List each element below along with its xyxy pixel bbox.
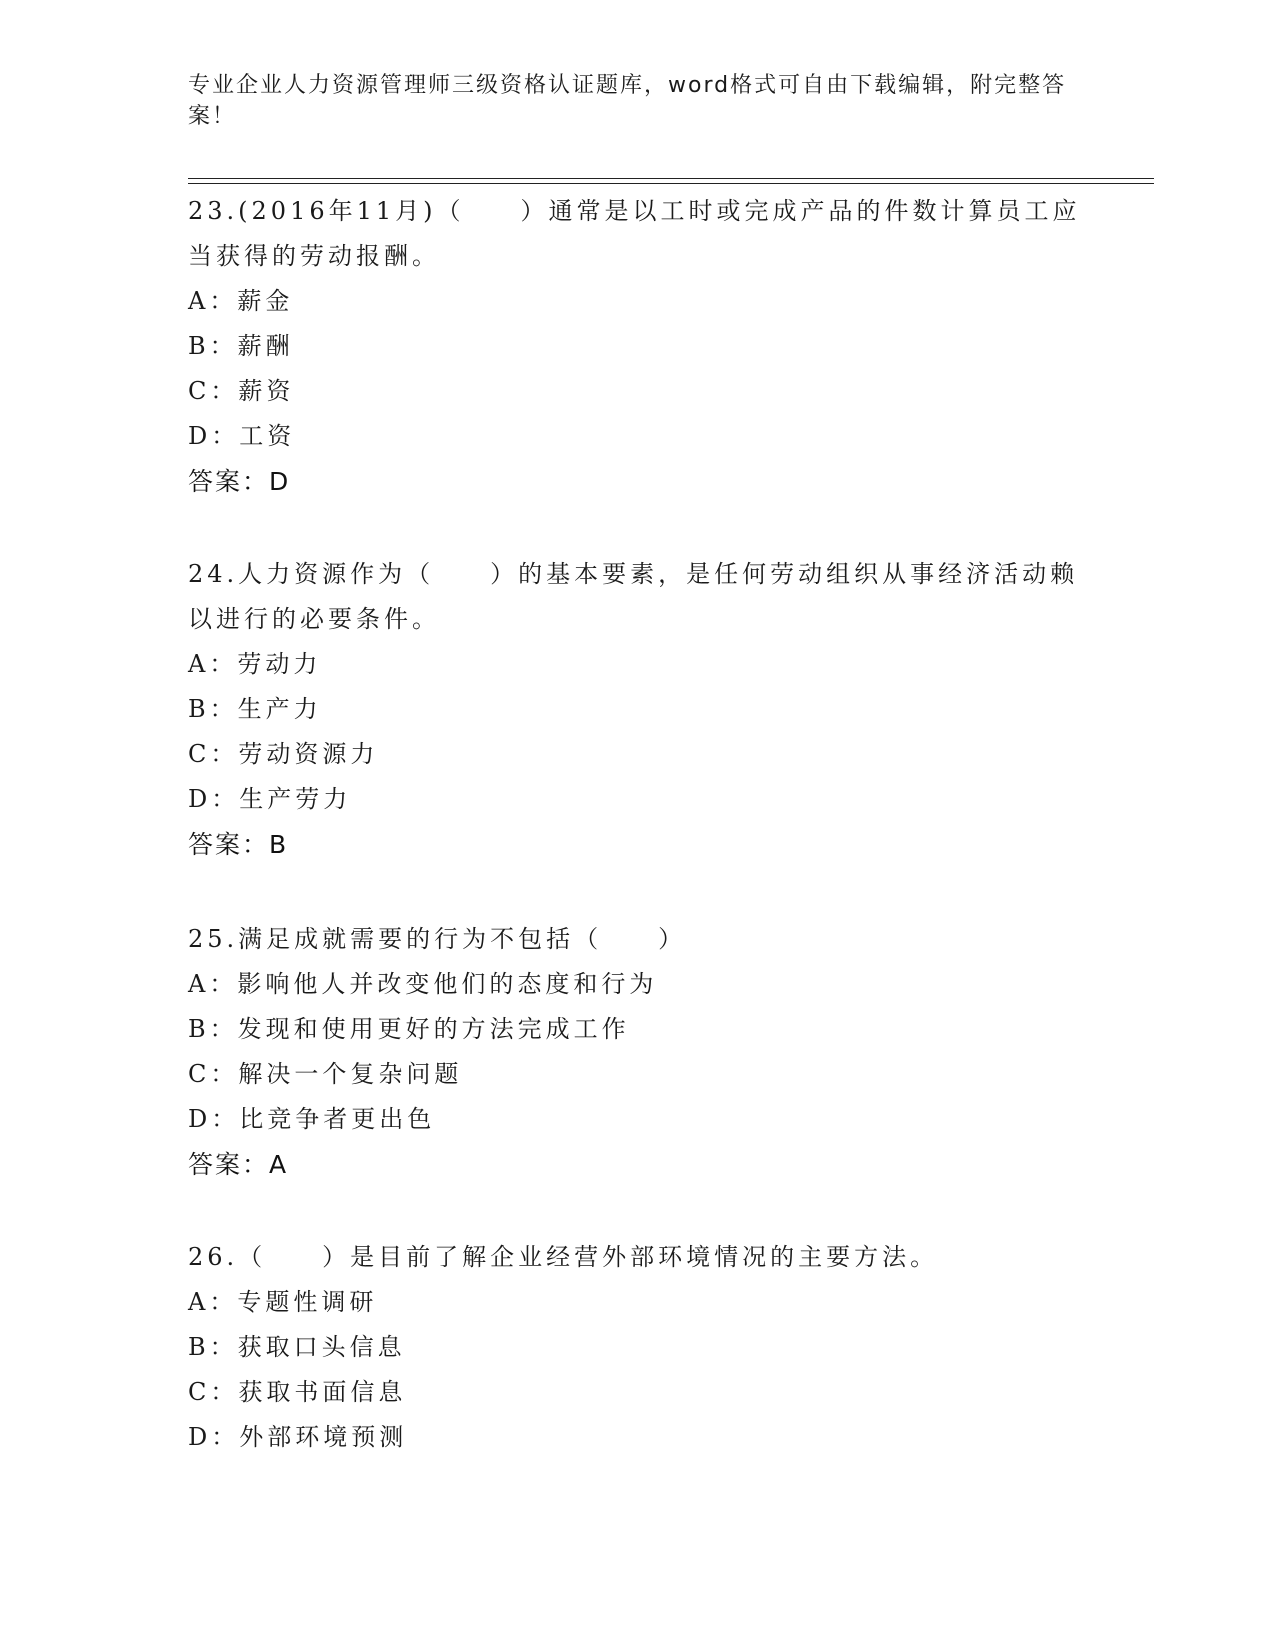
option-c: C：劳动资源力 xyxy=(188,740,379,768)
option-b: B：生产力 xyxy=(188,695,322,723)
question-stem: 26.（ ）是目前了解企业经营外部环境情况的主要方法。 xyxy=(188,1243,939,1271)
option-b: B：获取口头信息 xyxy=(188,1333,406,1361)
option-d: D：工资 xyxy=(188,422,296,450)
option-c: C：解决一个复杂问题 xyxy=(188,1060,463,1088)
answer-text: 答案：B xyxy=(188,830,289,859)
option-a: A：专题性调研 xyxy=(188,1288,378,1316)
option-c: C：薪资 xyxy=(188,377,295,405)
option-a: A：影响他人并改变他们的态度和行为 xyxy=(188,970,658,998)
document-header: 专业企业人力资源管理师三级资格认证题库，word格式可自由下载编辑，附完整答案！ xyxy=(188,73,1067,129)
question-24 xyxy=(188,552,1088,867)
option-b: B：发现和使用更好的方法完成工作 xyxy=(188,1015,630,1043)
option-a: A：劳动力 xyxy=(188,650,322,678)
question-26 xyxy=(188,1235,1088,1460)
option-b: B：薪酬 xyxy=(188,332,294,360)
option-d: D：生产劳力 xyxy=(188,785,352,813)
header-divider-bottom xyxy=(188,183,1154,184)
question-stem: 24.人力资源作为（ ）的基本要素，是任何劳动组织从事经济活动赖以进行的必要条件。 xyxy=(188,560,1079,633)
question-stem: 23.(2016年11月)（ ）通常是以工时或完成产品的件数计算员工应当获得的劳动报酬。 xyxy=(188,197,1081,270)
question-stem: 25.满足成就需要的行为不包括（ ） xyxy=(188,925,687,953)
option-d: D：比竞争者更出色 xyxy=(188,1105,436,1133)
question-25 xyxy=(188,917,1088,1187)
header-divider-top xyxy=(188,178,1154,179)
option-c: C：获取书面信息 xyxy=(188,1378,407,1406)
answer-text: 答案：D xyxy=(188,467,291,496)
question-23 xyxy=(188,189,1088,504)
answer-text: 答案：A xyxy=(188,1150,289,1179)
option-a: A：薪金 xyxy=(188,287,294,315)
option-d: D：外部环境预测 xyxy=(188,1423,408,1451)
